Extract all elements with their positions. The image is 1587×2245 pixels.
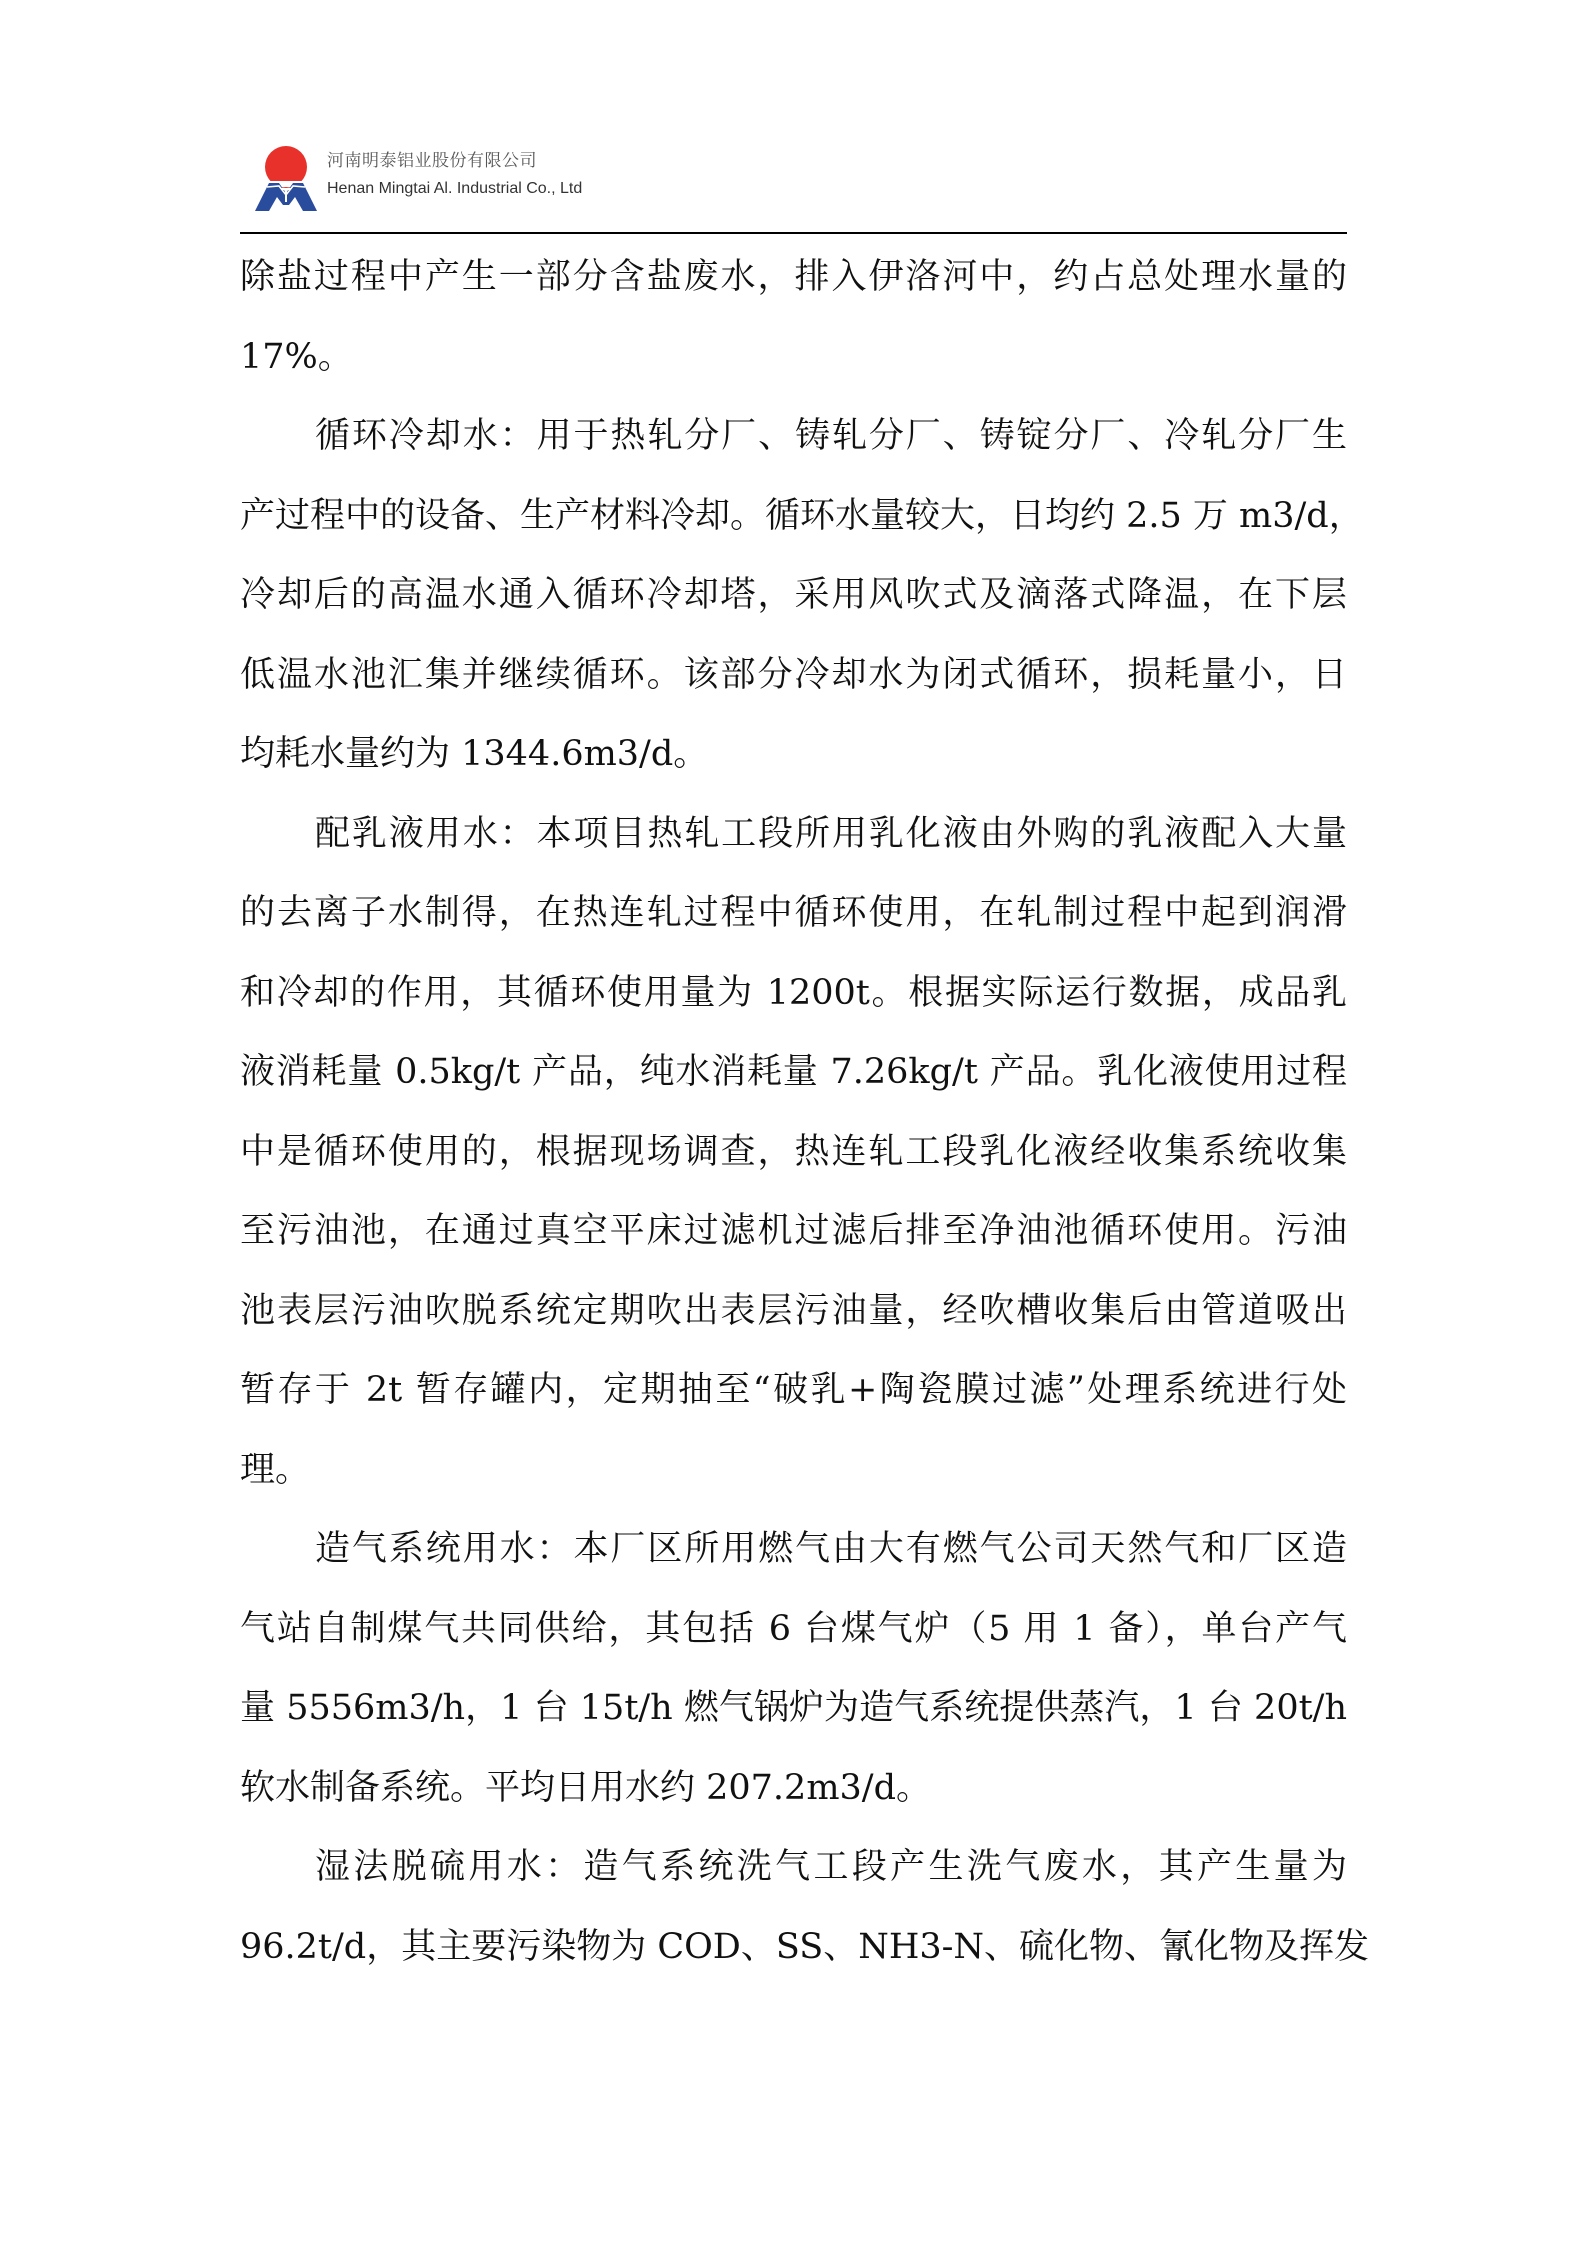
- text-line: 暂存于 2t 暂存罐内，定期抽至“破乳+陶瓷膜过滤”处理系统进行处: [240, 1370, 1347, 1410]
- paragraph-first-line: 湿法脱硫用水：造气系统洗气工段产生洗气废水，其产生量为: [315, 1847, 1347, 1887]
- company-name-en: Henan Mingtai Al. Industrial Co., Ltd: [327, 180, 583, 197]
- document-body: [240, 238, 1370, 1987]
- text-line: 中是循环使用的，根据现场调查，热连轧工段乳化液经收集系统收集: [240, 1131, 1347, 1172]
- header-divider: [240, 232, 1347, 234]
- mingtai-logo-icon: [255, 143, 317, 211]
- text-line: 理。: [240, 1449, 311, 1490]
- company-name-cn: 河南明泰铝业股份有限公司: [327, 151, 537, 171]
- text-line: 量 5556m3/h，1 台 15t/h 燃气锅炉为造气系统提供蒸汽，1 台 20t/h: [240, 1688, 1347, 1728]
- page-header: [240, 138, 1347, 233]
- paragraph-first-line: 造气系统用水：本厂区所用燃气由大有燃气公司天然气和厂区造: [315, 1529, 1347, 1569]
- text-line: 气站自制煤气共同供给，其包括 6 台煤气炉（5 用 1 备），单台产气: [240, 1608, 1347, 1649]
- text-line: 池表层污油吹脱系统定期吹出表层污油量，经吹槽收集后由管道吸出: [240, 1290, 1347, 1331]
- text-line: 的去离子水制得，在热连轧过程中循环使用，在轧制过程中起到润滑: [240, 893, 1347, 933]
- text-line: 96.2t/d，其主要污染物为 COD、SS、NH3-N、硫化物、氰化物及挥发: [240, 1926, 1370, 1967]
- text-line: 产过程中的设备、生产材料冷却。循环水量较大，日均约 2.5 万 m3/d，: [240, 495, 1364, 536]
- text-line: 冷却后的高温水通入循环冷却塔，采用风吹式及滴落式降温，在下层: [240, 575, 1347, 615]
- text-line: 除盐过程中产生一部分含盐废水，排入伊洛河中，约占总处理水量的: [240, 257, 1347, 297]
- text-line: 液消耗量 0.5kg/t 产品，纯水消耗量 7.26kg/t 产品。乳化液使用过程: [240, 1052, 1347, 1092]
- text-line: 均耗水量约为 1344.6m3/d。: [240, 734, 709, 774]
- text-line: 17%。: [240, 336, 353, 377]
- text-line: 至污油池，在通过真空平床过滤机过滤后排至净油池循环使用。污油: [240, 1211, 1347, 1251]
- paragraph-first-line: 循环冷却水：用于热轧分厂、铸轧分厂、铸锭分厂、冷轧分厂生: [315, 416, 1347, 456]
- text-line: 低温水池汇集并继续循环。该部分冷却水为闭式循环，损耗量小，日: [240, 654, 1347, 695]
- text-line: 和冷却的作用，其循环使用量为 1200t。根据实际运行数据，成品乳: [240, 972, 1347, 1013]
- paragraph-first-line: 配乳液用水：本项目热轧工段所用乳化液由外购的乳液配入大量: [315, 813, 1347, 854]
- text-line: 软水制备系统。平均日用水约 207.2m3/d。: [240, 1767, 931, 1808]
